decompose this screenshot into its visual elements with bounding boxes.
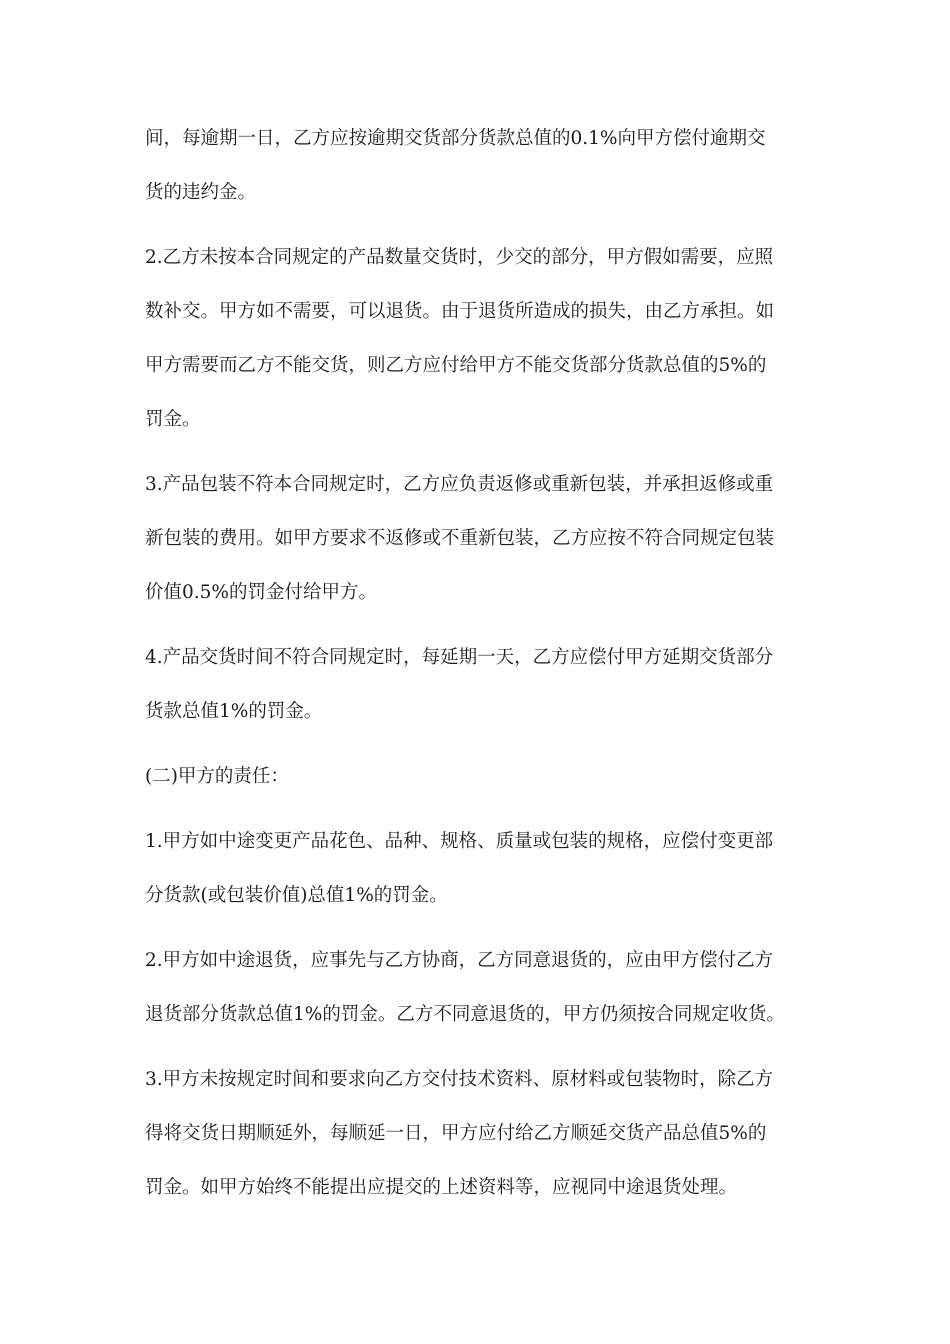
text-line: 得将交货日期顺延外，每顺延一日，甲方应付给乙方顺延交货产品总值5%的	[145, 1123, 767, 1144]
text-line: 罚金。	[145, 409, 201, 430]
text-line: 3.产品包装不符本合同规定时，乙方应负责返修或重新包装，并承担返修或重	[145, 474, 774, 495]
paragraph-party-a-clause-3	[145, 1053, 805, 1215]
text-line: 1.甲方如中途变更产品花色、品种、规格、质量或包装的规格，应偿付变更部	[145, 831, 774, 852]
text-line: 分货款(或包装价值)总值1%的罚金。	[145, 885, 448, 906]
document-body	[145, 112, 805, 1226]
section-heading-party-a-responsibility	[145, 750, 805, 804]
paragraph-party-a-clause-1	[145, 815, 805, 923]
text-line: 货的违约金。	[145, 182, 257, 203]
paragraph-clause-2-quantity	[145, 231, 805, 447]
text-line: 价值0.5%的罚金付给甲方。	[145, 582, 378, 603]
text-line: 退货部分货款总值1%的罚金。乙方不同意退货的，甲方仍须按合同规定收货。	[145, 1004, 785, 1025]
paragraph-party-a-clause-2	[145, 934, 805, 1042]
text-line: 甲方需要而乙方不能交货，则乙方应付给甲方不能交货部分货款总值的5%的	[145, 355, 767, 376]
paragraph-clause-3-packaging	[145, 458, 805, 620]
text-line: 数补交。甲方如不需要，可以退货。由于退货所造成的损失，由乙方承担。如	[145, 301, 775, 322]
text-line: 3.甲方未按规定时间和要求向乙方交付技术资料、原材料或包装物时，除乙方	[145, 1069, 774, 1090]
text-line: 新包装的费用。如甲方要求不返修或不重新包装，乙方应按不符合同规定包装	[145, 528, 775, 549]
text-line: 4.产品交货时间不符合同规定时，每延期一天，乙方应偿付甲方延期交货部分	[145, 647, 774, 668]
text-line: 罚金。如甲方始终不能提出应提交的上述资料等，应视同中途退货处理。	[145, 1177, 738, 1198]
text-line: 2.甲方如中途退货，应事先与乙方协商，乙方同意退货的，应由甲方偿付乙方	[145, 950, 774, 971]
text-line: 间，每逾期一日，乙方应按逾期交货部分货款总值的0.1%向甲方偿付逾期交	[145, 128, 766, 149]
paragraph-clause-4-delivery-time	[145, 631, 805, 739]
text-line: 2.乙方未按本合同规定的产品数量交货时，少交的部分，甲方假如需要，应照	[145, 247, 774, 268]
text-line: 货款总值1%的罚金。	[145, 701, 323, 722]
paragraph-overdue-delivery-penalty	[145, 112, 805, 220]
section-heading: (二)甲方的责任：	[145, 766, 289, 787]
